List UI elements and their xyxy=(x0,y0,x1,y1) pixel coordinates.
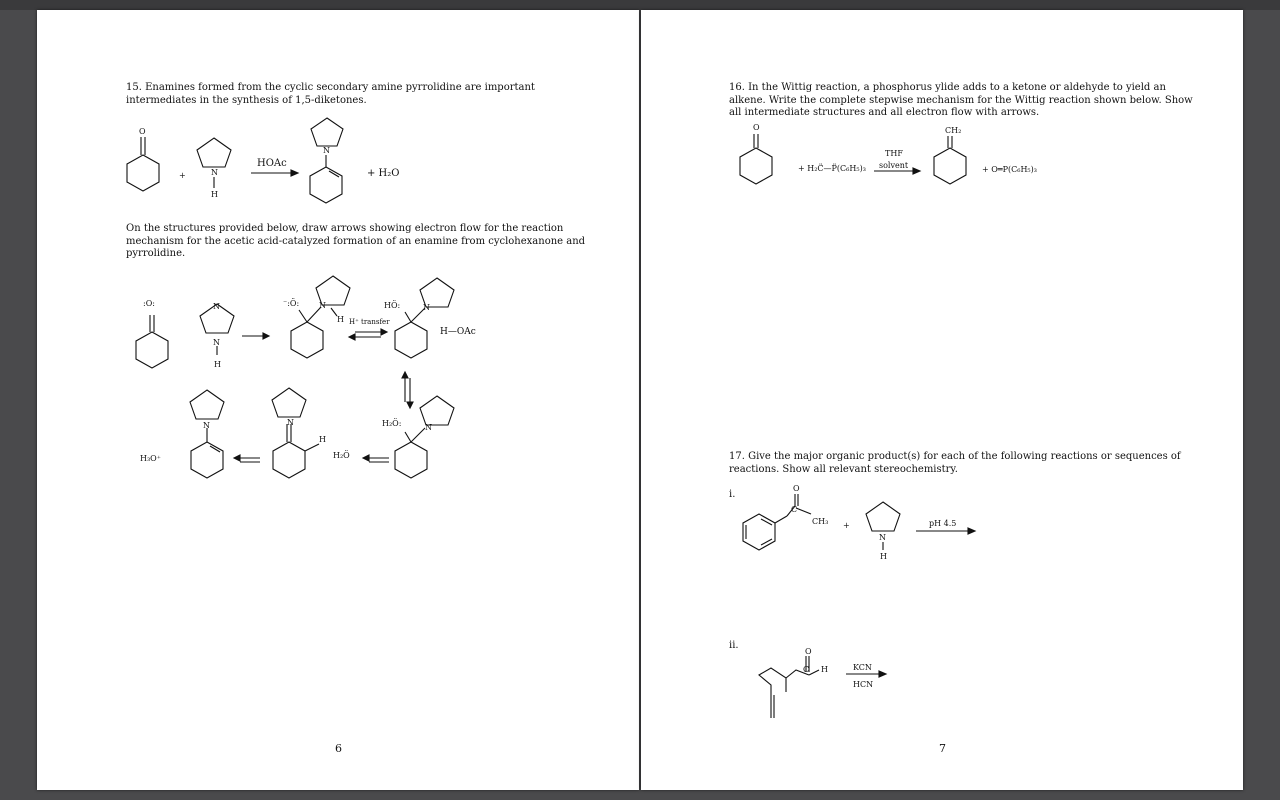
svg-text:N: N xyxy=(203,421,210,430)
document-page-6 xyxy=(37,10,639,790)
hcn-label: HCN xyxy=(853,680,874,689)
hydronium-label: H₃O⁺ xyxy=(140,454,161,463)
svg-text:O: O xyxy=(793,484,800,493)
part-i-label: i. xyxy=(729,489,736,500)
question-17-text: 17. Give the major organic product(s) for each of the following reactions or sequences of reactions. Show all relevant stereochemistry. xyxy=(729,451,1181,475)
protonated-hydroxyl-label: H₂Ö: xyxy=(382,419,402,428)
part-ii-label: ii. xyxy=(729,640,739,651)
kcn-label: KCN xyxy=(853,663,872,672)
methyl-label: CH₃ xyxy=(812,517,829,526)
phosphine-oxide-label: + O═P(C₆H₅)₃ xyxy=(982,165,1037,174)
water-label: H₂Ö xyxy=(333,451,350,460)
alkoxide-label: ⁻:Ö: xyxy=(283,299,300,308)
question-15-text: 15. Enamines formed from the cyclic secondary amine pyrrolidine are important intermediates in the synthesis of 1,5-diketones. xyxy=(126,82,535,106)
mech-n-label: N xyxy=(213,302,220,311)
svg-text:O: O xyxy=(753,123,760,132)
svg-text:N: N xyxy=(211,168,218,177)
svg-text:O: O xyxy=(139,127,146,136)
svg-text:N: N xyxy=(323,146,330,155)
water-byproduct: + H₂O xyxy=(367,168,400,179)
carbonyl-oxygen-label: :O: xyxy=(143,299,155,308)
methylene-label: CH₂ xyxy=(945,126,962,135)
solvent-label: solvent xyxy=(879,161,909,170)
svg-text:H: H xyxy=(337,315,344,324)
question-15-instruction: On the structures provided below, draw arrows showing electron flow for the reaction mechanism for the acetic acid-catalyzed formation of an enamine from cyclohexanone and pyrrolidine. xyxy=(126,223,586,259)
svg-text:H: H xyxy=(211,190,218,199)
svg-text:+: + xyxy=(843,521,850,530)
svg-text:N: N xyxy=(319,301,326,310)
hoac-reagent: HOAc xyxy=(257,158,287,169)
svg-text:N: N xyxy=(287,418,294,427)
phosphorus-ylide-label: + H₂C̈—P̈(C₆H₅)₃ xyxy=(798,164,866,173)
svg-text:C: C xyxy=(791,505,798,514)
svg-text:H: H xyxy=(319,435,326,444)
page-number-6: 6 xyxy=(335,742,342,755)
page-number-7: 7 xyxy=(939,742,946,755)
hydroxyl-label: HÖ: xyxy=(384,301,401,310)
acetic-acid-label: H—OAc xyxy=(440,327,476,337)
enamine-mechanism-diagram xyxy=(37,10,639,790)
svg-text:H: H xyxy=(214,360,221,369)
part-ii-reaction xyxy=(641,10,1243,790)
svg-text:N: N xyxy=(425,423,432,432)
ph-4-5-label: pH 4.5 xyxy=(929,519,957,528)
svg-text:N: N xyxy=(879,533,886,542)
question-16-text: 16. In the Wittig reaction, a phosphorus ylide adds to a ketone or aldehyde to yield an alkene. Write the complete stepwise mechanism for the Wittig reaction shown below. Show all intermediate structures and all electron flow with arrows. xyxy=(729,82,1193,118)
svg-text:N: N xyxy=(423,303,430,312)
svg-text:+: + xyxy=(179,171,186,180)
svg-text:H: H xyxy=(880,552,887,561)
svg-text:N: N xyxy=(213,338,220,347)
h-transfer-label: H⁺ transfer xyxy=(349,318,390,326)
svg-text:C: C xyxy=(803,665,810,674)
svg-text:O: O xyxy=(805,647,812,656)
thf-label: THF xyxy=(885,149,903,158)
document-page-7 xyxy=(641,10,1243,790)
svg-text:H: H xyxy=(821,665,828,674)
viewer-top-bar xyxy=(0,0,1280,10)
